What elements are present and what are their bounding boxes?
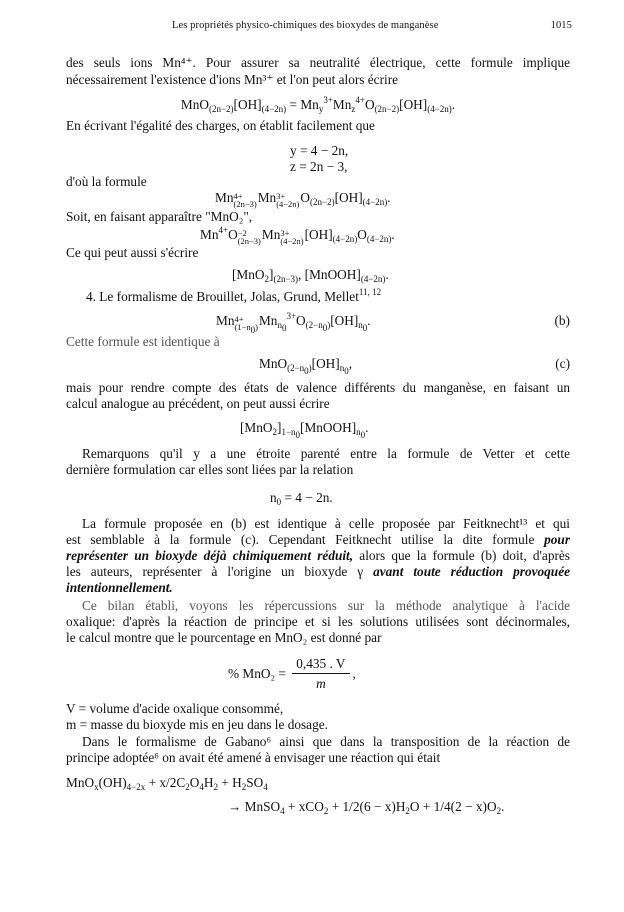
definition-m: m = masse du bioxyde mis en jeu dans le dosage. [66,717,328,732]
paragraph-line: Remarquons qu'il y a une étroite parenté entre la formule de Vetter et cette [82,446,570,461]
paragraph-line: représenter un bioxyde déjà chimiquement réduit, alors que la formule (b) doit, d'après [66,548,570,563]
paragraph-line: dernière formulation car elles sont liées par la relation [66,462,354,477]
citation-refs: 11, 12 [358,287,382,297]
equation-b: Mn 4+ $(1-n_0)$ $Mn_{n_0}^{3+}O_{(2-n_0)}[OH]_{n_0}$. [216,311,371,335]
equation-7: % MnO₂ = $\frac{0,435 . V}{m}$ , [228,656,356,691]
paragraph-line: calcul analogue au précédent, on peut aussi écrire [66,396,330,411]
paragraph-line: principe adoptée⁶ on avait été amené à envisager une réaction qui était [66,750,441,765]
paragraph-line: est semblable à la formule (c). Cependant Feitknecht utilise la dite formule pour [66,532,570,547]
equation-8-line2: → MnSO$_4$ + $xCO_2 + 1/2(6 - x)H_2O + 1/4(2 - x)O_2$. [228,799,505,816]
page-number: 1015 [550,20,572,31]
paragraph-line: les auteurs, représenter à l'origine un bioxyde γ avant toute réduction provoquée [66,564,570,579]
paragraph-line: oxalique: d'après la réaction de principe et si les solutions utilisées sont décinormales, [66,614,570,629]
equation-y: y = 4 − 2n, [290,143,349,158]
equation-2: Mn 4+ (2n−3) Mn 3+ (4−2n) $O_{(2n-2)}[OH]_{(4-2n)}$. [215,190,391,209]
paragraph-line: Ce bilan établi, voyons les répercussions sur la méthode analytique à l'acide [82,598,570,613]
paragraph-line: Ce qui peut aussi s'écrire [66,245,199,260]
paragraph-line: Dans le formalisme de Gabano⁶ ainsi que dans la transposition de la réaction de [82,734,570,749]
equation-4: $[MnO_2]_{(2n-3)}$, $[MnOOH]_{(4-2n)}$. [232,267,389,284]
equation-3: $Mn^{4+}O$ −2 (2n−3) Mn 3+ (4−2n) $[OH]_{(4-2n)}O_{(4-2n)}$. [200,225,395,246]
equation-z: z = 2n − 3, [290,159,348,174]
definition-v: V = volume d'acide oxalique consommé, [66,701,284,716]
paragraph-line: mais pour rendre compte des états de valence différents du manganèse, en faisant un [66,380,570,395]
equation-5: $[MnO_2]_{1-n_0}[MnOOH]_{n_0}$. [240,420,369,440]
paragraph-line: le calcul montre que le pourcentage en MnO₂ est donné par [66,630,382,645]
paragraph-line: La formule proposée en (b) est identique à celle proposée par Feitknecht¹³ et qui [82,516,570,531]
running-title: Les propriétés physico-chimiques des bioxydes de manganèse [172,20,439,31]
paragraph-line: Soit, en faisant apparaître "MnO₂", [66,209,253,224]
paragraph-line: des seuls ions Mn⁴⁺. Pour assurer sa neutralité électrique, cette formule implique [66,55,570,70]
equation-c: $MnO_{(2-n_0)}[OH]_{n_0}$, [259,356,353,376]
equation-label-c: (c) [555,356,570,371]
equation-1: $MnO_{(2n-2)}[OH]_{(4-2n)} = Mn_y^{3+}Mn_z^{4+}O_{(2n-2)}[OH]_{(4-2n)}$. [180,95,456,114]
equation-6: $n_0 = 4 - 2n$. [270,490,333,507]
section-heading-4: 4. Le formalisme de Brouillet, Jolas, Grund, Mellet$^{11, 12}$ [86,287,382,304]
equation-label-b: (b) [554,313,570,328]
paragraph-line: Cette formule est identique à [66,334,220,349]
running-header [172,20,572,31]
paragraph-line: d'où la formule [66,174,147,189]
equation-8-line1: $MnO_x(OH)_{4-2x} + x/2C_2O_4H_2 + H_2SO_4$ [66,775,268,792]
fraction [292,655,349,692]
paragraph-line: nécessairement l'existence d'ions Mn³⁺ et l'on peut alors écrire [66,72,399,87]
fraction-denominator: m [316,676,326,691]
paragraph-line: En écrivant l'égalité des charges, on établit facilement que [66,118,375,133]
paragraph-line: intentionnellement. [66,580,173,595]
fraction-numerator: 0,435 . V [292,655,349,674]
